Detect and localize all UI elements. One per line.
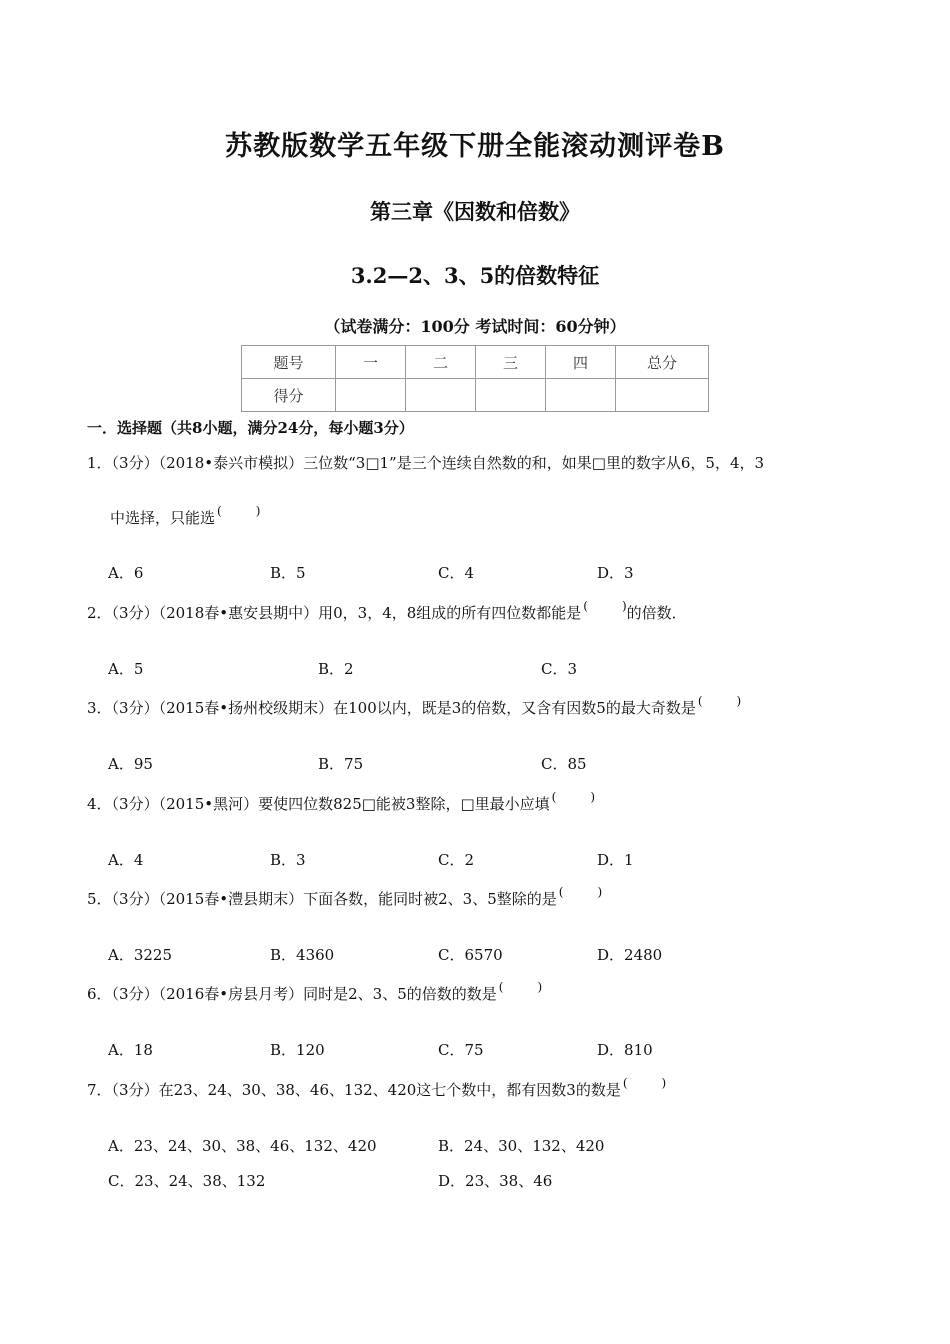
score-input-cell[interactable]	[406, 379, 476, 412]
answer-blank[interactable]: ( )	[498, 980, 543, 994]
option-a[interactable]: A．3225	[108, 946, 173, 964]
question-2-text	[87, 599, 687, 623]
answer-blank[interactable]: ( )	[697, 694, 742, 708]
option-b[interactable]: B．5	[270, 564, 306, 582]
option-d[interactable]: D．1	[597, 851, 634, 869]
question-5-text	[87, 885, 603, 909]
question-text: 7．（3分）在23、24、30、38、46、132、420这七个数中，都有因数3的数是	[87, 1081, 621, 1099]
option-d[interactable]: D．3	[597, 564, 634, 582]
option-a[interactable]: A．4	[108, 851, 144, 869]
option-c[interactable]: C．6570	[438, 946, 503, 964]
question-6-text	[87, 980, 543, 1004]
option-a[interactable]: A．18	[108, 1041, 153, 1059]
score-cell: 得分	[242, 379, 336, 412]
answer-blank[interactable]: ( )	[622, 1076, 667, 1090]
answer-blank[interactable]: ( )	[583, 599, 627, 613]
option-b[interactable]: B．120	[270, 1041, 325, 1059]
question-1-continuation	[110, 504, 261, 528]
score-cell: 三	[476, 346, 546, 379]
score-cell: 总分	[616, 346, 709, 379]
option-a[interactable]: A．23、24、30、38、46、132、420	[108, 1137, 377, 1155]
answer-blank[interactable]: ( )	[551, 790, 596, 804]
question-1-text: 1．（3分）（2018•泰兴市模拟）三位数“3□1”是三个连续自然数的和，如果□里的数字从6，5，4，3	[87, 454, 765, 472]
option-c[interactable]: C．3	[541, 660, 578, 678]
option-b[interactable]: B．75	[318, 755, 364, 773]
option-d[interactable]: D．810	[597, 1041, 653, 1059]
option-c[interactable]: C．4	[438, 564, 475, 582]
option-b[interactable]: B．3	[270, 851, 306, 869]
score-input-cell[interactable]	[476, 379, 546, 412]
score-input-cell[interactable]	[546, 379, 616, 412]
score-input-cell[interactable]	[616, 379, 709, 412]
option-a[interactable]: A．6	[108, 564, 144, 582]
question-3-text	[87, 694, 742, 718]
answer-blank[interactable]: ( )	[217, 504, 261, 518]
score-input-cell[interactable]	[336, 379, 406, 412]
question-text: 6．（3分）（2016春•房县月考）同时是2、3、5的倍数的数是	[87, 985, 497, 1003]
question-text-suffix: 的倍数．	[626, 604, 687, 622]
section-heading: 一．选择题（共8小题，满分24分，每小题3分）	[87, 419, 414, 437]
option-c[interactable]: C．2	[438, 851, 475, 869]
question-text: 3．（3分）（2015春•扬州校级期末）在100以内，既是3的倍数，又含有因数5的最大奇数是	[87, 699, 696, 717]
answer-blank[interactable]: ( )	[558, 885, 603, 899]
question-text: 2．（3分）（2018春•惠安县期中）用0，3，4，8组成的所有四位数都能是	[87, 604, 582, 622]
option-b[interactable]: B．4360	[270, 946, 335, 964]
option-c[interactable]: C．85	[541, 755, 587, 773]
option-a[interactable]: A．95	[108, 755, 153, 773]
document-title: 苏教版数学五年级下册全能滚动测评卷B	[225, 131, 725, 162]
question-text: 5．（3分）（2015春•澧县期末）下面各数，能同时被2、3、5整除的是	[87, 890, 557, 908]
option-c[interactable]: C．23、24、38、132	[108, 1172, 266, 1190]
section-title: 3.2—2、3、5的倍数特征	[350, 263, 600, 288]
option-d[interactable]: D．2480	[597, 946, 663, 964]
score-table	[241, 345, 709, 412]
option-b[interactable]: B．2	[318, 660, 354, 678]
question-text: 4．（3分）（2015•黑河）要使四位数825□能被3整除，□里最小应填	[87, 795, 550, 813]
score-cell: 题号	[242, 346, 336, 379]
score-cell: 四	[546, 346, 616, 379]
option-b[interactable]: B．24、30、132、420	[438, 1137, 605, 1155]
exam-info: （试卷满分：100分 考试时间：60分钟）	[324, 317, 626, 336]
score-cell: 二	[406, 346, 476, 379]
question-7-text	[87, 1076, 667, 1100]
score-table-header-row	[242, 346, 709, 379]
question-text: 中选择，只能选	[110, 509, 216, 527]
score-table-score-row	[242, 379, 709, 412]
option-d[interactable]: D．23、38、46	[438, 1172, 553, 1190]
chapter-title: 第三章《因数和倍数》	[370, 199, 580, 224]
score-cell: 一	[336, 346, 406, 379]
option-a[interactable]: A．5	[108, 660, 144, 678]
question-4-text	[87, 790, 596, 814]
option-c[interactable]: C．75	[438, 1041, 484, 1059]
